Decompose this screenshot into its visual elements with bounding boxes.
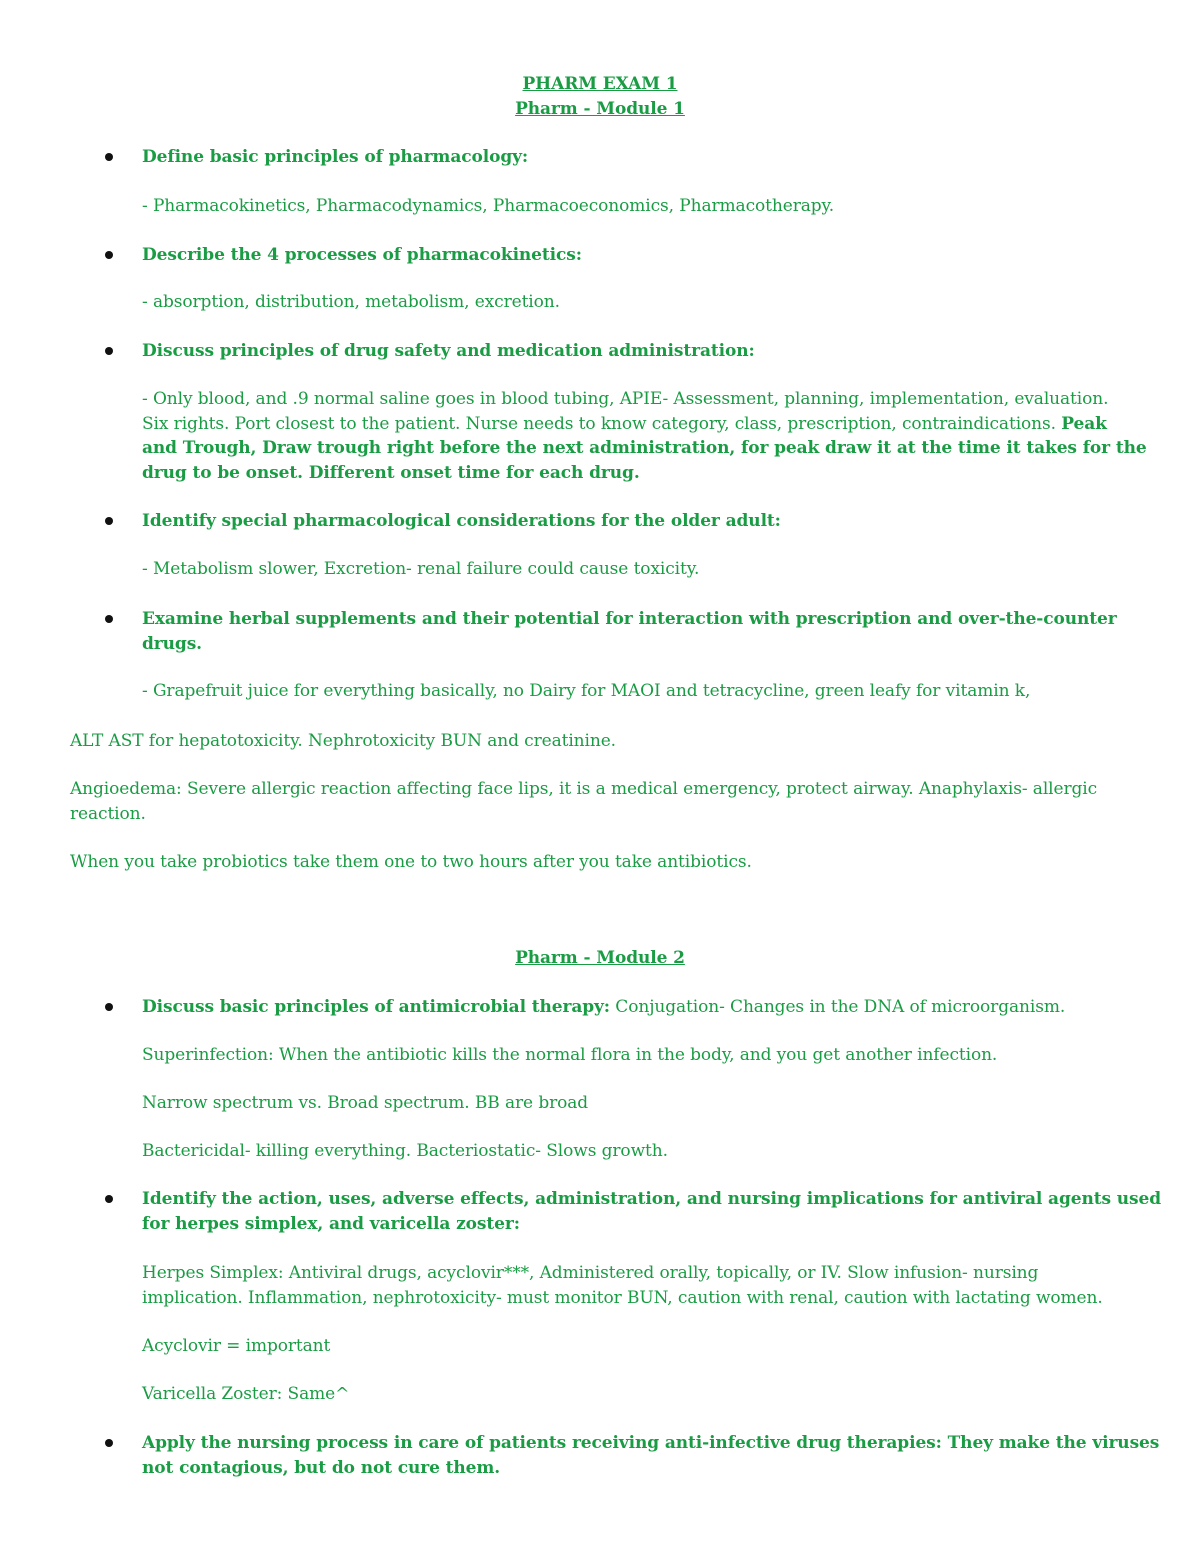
m1-bullet-3: Discuss principles of drug safety and medication administration:: [142, 341, 755, 361]
m1-bullet-1-text: - Pharmacokinetics, Pharmacodynamics, Pharmacoeconomics, Pharmacotherapy.: [142, 196, 835, 216]
bullet-icon: [105, 347, 113, 355]
m1-paragraph-2-line-1: Angioedema: Severe allergic reaction affecting face lips, it is a medical emergency, protect airway. Anaphylaxis- allergic: [70, 779, 1098, 799]
m1-bullet-3-line-4: drug to be onset. Different onset time for each drug.: [142, 463, 640, 483]
m1-bullet-2-text: - absorption, distribution, metabolism, excretion.: [142, 292, 560, 312]
m2-text-4-line-1: Herpes Simplex: Antiviral drugs, acyclovir***, Administered orally, topically, or IV. Slow infusion- nursing: [142, 1263, 1039, 1283]
document-title: PHARM EXAM 1: [522, 74, 678, 94]
bullet-icon: [105, 517, 113, 525]
module-1-heading: Pharm - Module 1: [515, 99, 685, 119]
m2-text-3: Bactericidal- killing everything. Bacteriostatic- Slows growth.: [142, 1141, 668, 1161]
m2-text-1: Superinfection: When the antibiotic kills the normal flora in the body, and you get another infection.: [142, 1045, 998, 1065]
m2-bullet-3-line-2: not contagious, but do not cure them.: [142, 1458, 501, 1478]
m1-bullet-4-text: - Metabolism slower, Excretion- renal failure could cause toxicity.: [142, 559, 700, 579]
m1-bullet-2: Describe the 4 processes of pharmacokinetics:: [142, 245, 582, 265]
bullet-icon: [105, 1195, 113, 1203]
m2-text-4-line-2: implication. Inflammation, nephrotoxicity- must monitor BUN, caution with renal, caution with lactating women.: [142, 1288, 1103, 1308]
m1-bullet-5-line-2: drugs.: [142, 634, 202, 654]
m2-bullet-3-line-1: Apply the nursing process in care of patients receiving anti-infective drug therapies: They make the viruses: [142, 1433, 1160, 1453]
module-2-heading: Pharm - Module 2: [515, 948, 685, 968]
m1-bullet-3-line-2: Six rights. Port closest to the patient. Nurse needs to know category, class, prescription, contraindications. Peak: [142, 414, 1107, 434]
m1-paragraph-2-line-2: reaction.: [70, 804, 146, 824]
m2-text-2: Narrow spectrum vs. Broad spectrum. BB are broad: [142, 1093, 589, 1113]
bullet-icon: [105, 615, 113, 623]
m1-bullet-5-line-1: Examine herbal supplements and their potential for interaction with prescription and over-the-counter: [142, 609, 1117, 629]
m1-paragraph-3: When you take probiotics take them one to two hours after you take antibiotics.: [70, 852, 752, 872]
m2-bullet-2-line-1: Identify the action, uses, adverse effects, administration, and nursing implications for antiviral agents used: [142, 1189, 1161, 1209]
m1-bullet-3-line-1: - Only blood, and .9 normal saline goes in blood tubing, APIE- Assessment, planning, implementation, evaluation.: [142, 389, 1109, 409]
bullet-icon: [105, 153, 113, 161]
m2-bullet-1: Discuss basic principles of antimicrobial therapy: Conjugation- Changes in the DNA of microorganism.: [142, 997, 1066, 1017]
bullet-icon: [105, 251, 113, 259]
m1-bullet-5-text: - Grapefruit juice for everything basically, no Dairy for MAOI and tetracycline, green leafy for vitamin k,: [142, 681, 1031, 701]
bullet-icon: [105, 1003, 113, 1011]
m2-text-5: Acyclovir = important: [142, 1336, 331, 1356]
m2-text-6: Varicella Zoster: Same^: [142, 1384, 350, 1404]
m2-bullet-2-line-2: for herpes simplex, and varicella zoster:: [142, 1214, 520, 1234]
m1-bullet-3-line-3: and Trough, Draw trough right before the next administration, for peak draw it at the time it takes for the: [142, 438, 1147, 458]
m1-bullet-4: Identify special pharmacological considerations for the older adult:: [142, 511, 781, 531]
m1-bullet-1: Define basic principles of pharmacology:: [142, 147, 529, 167]
bullet-icon: [105, 1439, 113, 1447]
m1-paragraph-1: ALT AST for hepatotoxicity. Nephrotoxicity BUN and creatinine.: [70, 731, 616, 751]
